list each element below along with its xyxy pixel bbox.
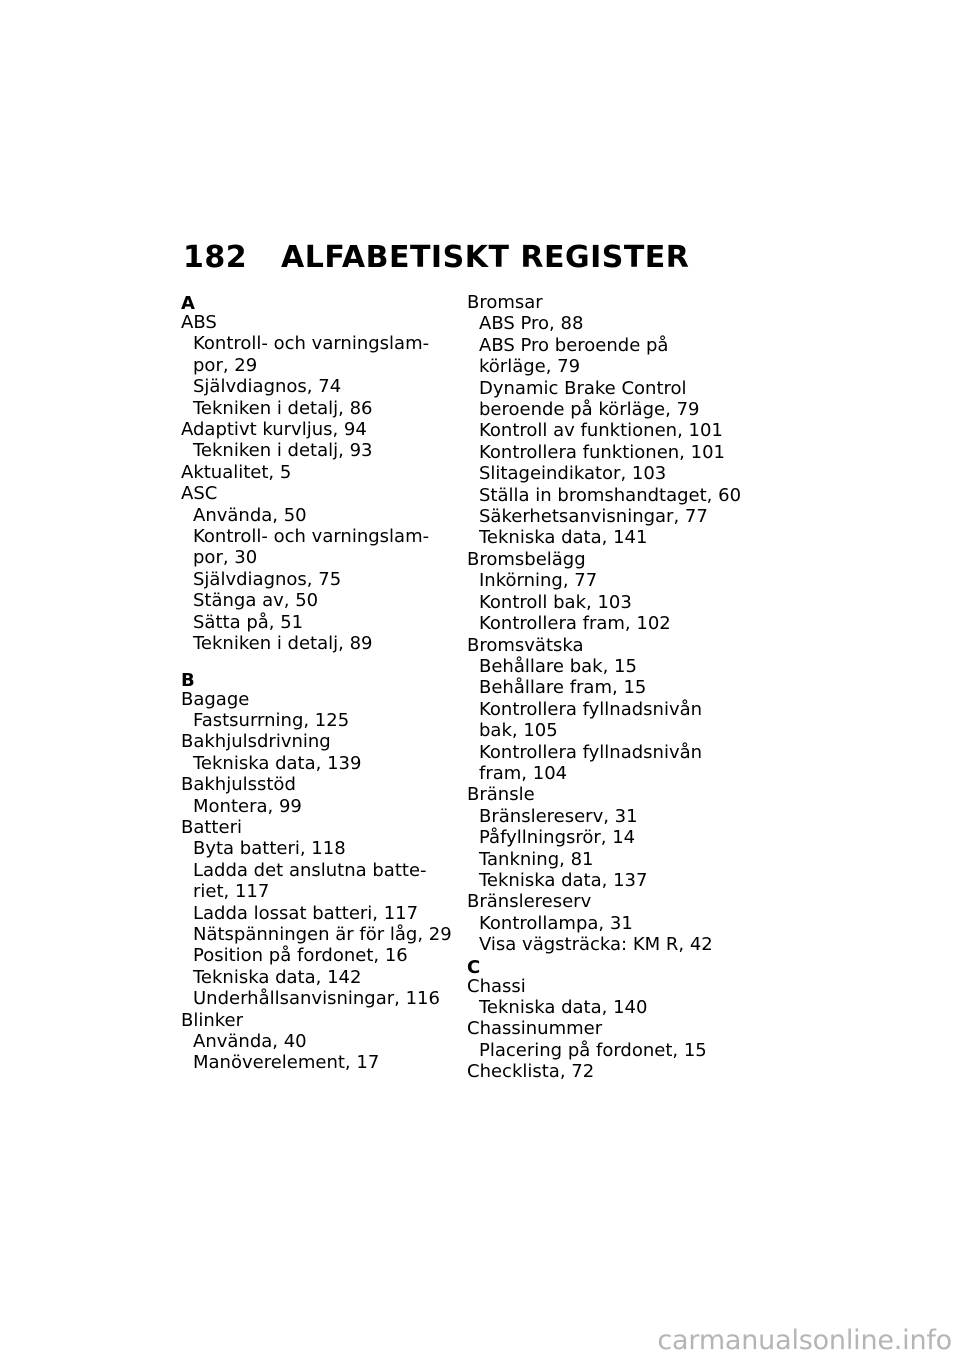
index-subentry: Kontrollampa, 31 [479, 912, 633, 934]
index-subentry: Fastsurrning, 125 [193, 709, 350, 731]
index-subentry-continuation: körläge, 79 [479, 356, 581, 378]
page-title: ALFABETISKT REGISTER [281, 240, 690, 275]
index-entry: Checklista, 72 [467, 1061, 595, 1083]
index-subentry: Tekniska data, 137 [479, 869, 648, 891]
index-subentry: Självdiagnos, 74 [193, 376, 342, 398]
index-subentry: Behållare bak, 15 [479, 655, 637, 677]
index-subentry: Använda, 50 [193, 504, 307, 526]
index-entry: ASC [181, 483, 218, 505]
index-subentry: Slitageindikator, 103 [479, 463, 667, 485]
index-entry: Adaptivt kurvljus, 94 [181, 419, 367, 441]
index-subentry: Behållare fram, 15 [479, 677, 647, 699]
index-subentry: ABS Pro, 88 [479, 313, 584, 335]
index-subentry: ABS Pro beroende på [479, 334, 669, 356]
index-subentry: Tekniken i detalj, 93 [193, 440, 373, 462]
index-subentry: Tankning, 81 [479, 848, 594, 870]
watermark-text: carmanualsonline.info [657, 1325, 952, 1356]
page-header [183, 240, 689, 275]
index-letter-heading: A [181, 293, 195, 314]
index-entry: ABS [181, 312, 217, 333]
index-subentry: Montera, 99 [193, 795, 302, 817]
index-entry: Batteri [181, 816, 242, 838]
index-entry: Bakhjulsdrivning [181, 731, 331, 753]
index-subentry: Nätspänningen är för låg, 29 [193, 923, 452, 945]
index-subentry: Bränslereserv, 31 [479, 805, 638, 827]
index-subentry-continuation: por, 29 [193, 354, 258, 376]
index-entry: Bagage [181, 688, 250, 710]
index-subentry: Tekniken i detalj, 89 [193, 633, 373, 655]
index-subentry: Kontrollera fyllnadsnivån [479, 698, 703, 720]
index-entry: Bromsvätska [467, 634, 584, 656]
index-subentry-continuation: beroende på körläge, 79 [479, 399, 700, 421]
index-subentry: Självdiagnos, 75 [193, 568, 342, 590]
index-entry: Bränsle [467, 784, 535, 806]
index-subentry-continuation: por, 30 [193, 547, 258, 569]
index-subentry-continuation: bak, 105 [479, 720, 558, 742]
index-subentry: Underhållsanvisningar, 116 [193, 988, 440, 1010]
index-subentry: Byta batteri, 118 [193, 838, 346, 860]
index-entry: Bromsar [467, 292, 543, 313]
index-subentry: Kontrollera fyllnadsnivån [479, 741, 703, 763]
index-subentry: Tekniken i detalj, 86 [193, 397, 373, 419]
index-entry: Aktualitet, 5 [181, 461, 292, 483]
index-subentry: Dynamic Brake Control [479, 377, 687, 399]
index-subentry: Tekniska data, 140 [479, 997, 648, 1018]
index-subentry-continuation: fram, 104 [479, 762, 568, 784]
index-subentry: Position på fordonet, 16 [193, 945, 408, 967]
index-entry: Bränslereserv [467, 891, 592, 913]
index-subentry: Placering på fordonet, 15 [479, 1039, 707, 1061]
index-entry: Chassinummer [467, 1018, 603, 1040]
index-subentry: Ladda det anslutna batte- [193, 859, 427, 881]
page-number: 182 [183, 240, 248, 275]
index-subentry: Stänga av, 50 [193, 590, 319, 612]
index-column-left [181, 292, 451, 1074]
index-subentry: Tekniska data, 139 [193, 752, 362, 774]
index-entry: Bromsbelägg [467, 548, 586, 570]
index-subentry: Kontrollera fram, 102 [479, 613, 671, 635]
index-subentry: Sätta på, 51 [193, 611, 304, 633]
index-subentry: Kontroll av funktionen, 101 [479, 420, 723, 442]
index-subentry-continuation: riet, 117 [193, 881, 270, 903]
index-subentry: Kontroll bak, 103 [479, 591, 632, 613]
index-entry: Blinker [181, 1009, 244, 1031]
index-letter-heading: B [181, 669, 195, 691]
index-entry: Chassi [467, 975, 526, 997]
index-subentry: Påfyllningsrör, 14 [479, 827, 636, 849]
index-subentry: Ställa in bromshandtaget, 60 [479, 484, 742, 506]
index-subentry: Kontroll- och varningslam- [193, 333, 430, 355]
index-subentry: Inkörning, 77 [479, 570, 598, 592]
index-subentry: Säkerhetsanvisningar, 77 [479, 506, 708, 528]
index-subentry: Använda, 40 [193, 1031, 307, 1052]
index-entry: Bakhjulsstöd [181, 774, 296, 796]
index-subentry: Kontrollera funktionen, 101 [479, 441, 725, 463]
index-column-right [467, 292, 757, 1083]
index-subentry: Visa vägsträcka: KM R, 42 [479, 934, 713, 956]
index-letter-heading: C [467, 956, 481, 978]
index-subentry: Ladda lossat batteri, 117 [193, 902, 419, 924]
index-subentry: Tekniska data, 142 [193, 966, 362, 988]
index-subentry: Kontroll- och varningslam- [193, 526, 430, 548]
index-subentry: Tekniska data, 141 [479, 527, 648, 549]
index-subentry: Manöverelement, 17 [193, 1052, 380, 1074]
